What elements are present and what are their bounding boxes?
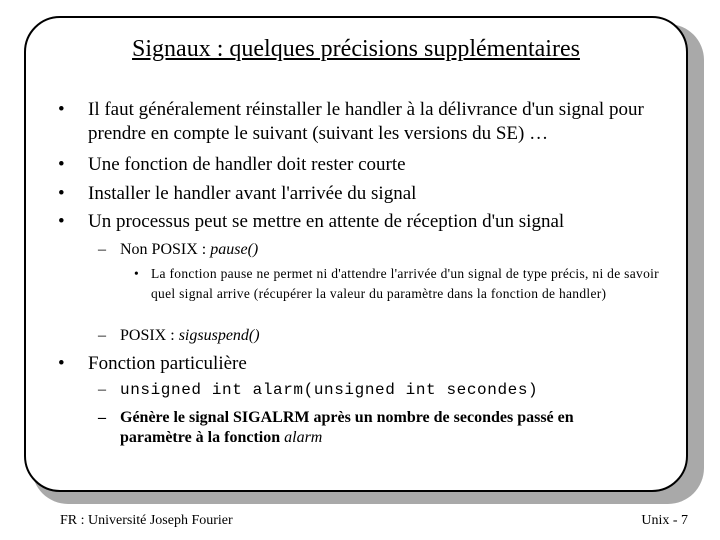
bullet-icon: •	[58, 99, 65, 120]
bullet-text-3: Installer le handler avant l'arrivée du signal	[88, 183, 417, 204]
bullet-text-2: Une fonction de handler doit rester courte	[88, 154, 406, 175]
bullet-text-5: Fonction particulière	[88, 353, 247, 374]
slide-title: Signaux : quelques précisions supplémentaires	[132, 36, 580, 62]
func-alarm: alarm	[284, 429, 323, 446]
bullet-text-4: Un processus peut se mettre en attente de réception d'un signal	[88, 211, 565, 232]
bullet-icon: •	[58, 353, 65, 374]
bullet-icon: •	[58, 154, 65, 175]
bullet-icon: •	[58, 183, 65, 204]
detail-text-pause: La fonction pause ne permet ni d'attendre l'arrivée d'un signal de type précis, ni de savoir quel signal arrive (récupérer la valeur du paramètre dans la fonction de handler)	[151, 266, 659, 301]
sub-label-nonposix: Non POSIX :	[120, 241, 211, 258]
footer-right: Unix - 7	[641, 513, 688, 528]
dash-icon: –	[98, 327, 106, 344]
bullet-text-1: Il faut généralement réinstaller le handler à la délivrance d'un signal pour prendre en compte le suivant (suivant les versions du SE) …	[88, 99, 644, 144]
bullet-icon: •	[134, 266, 140, 281]
alarm-description: Génère le signal SIGALRM après un nombre de secondes passé en paramètre à la fonction	[120, 409, 574, 446]
bullet-icon: •	[58, 211, 65, 232]
func-sigsuspend: sigsuspend()	[178, 327, 260, 344]
dash-icon: –	[98, 241, 106, 258]
func-pause: pause()	[210, 241, 259, 258]
dash-icon: –	[98, 381, 106, 398]
footer-left: FR : Université Joseph Fourier	[60, 513, 233, 528]
dash-icon: –	[98, 409, 106, 426]
sub-label-posix: POSIX :	[120, 327, 179, 344]
code-line: unsigned int alarm(unsigned int secondes)	[120, 381, 539, 399]
